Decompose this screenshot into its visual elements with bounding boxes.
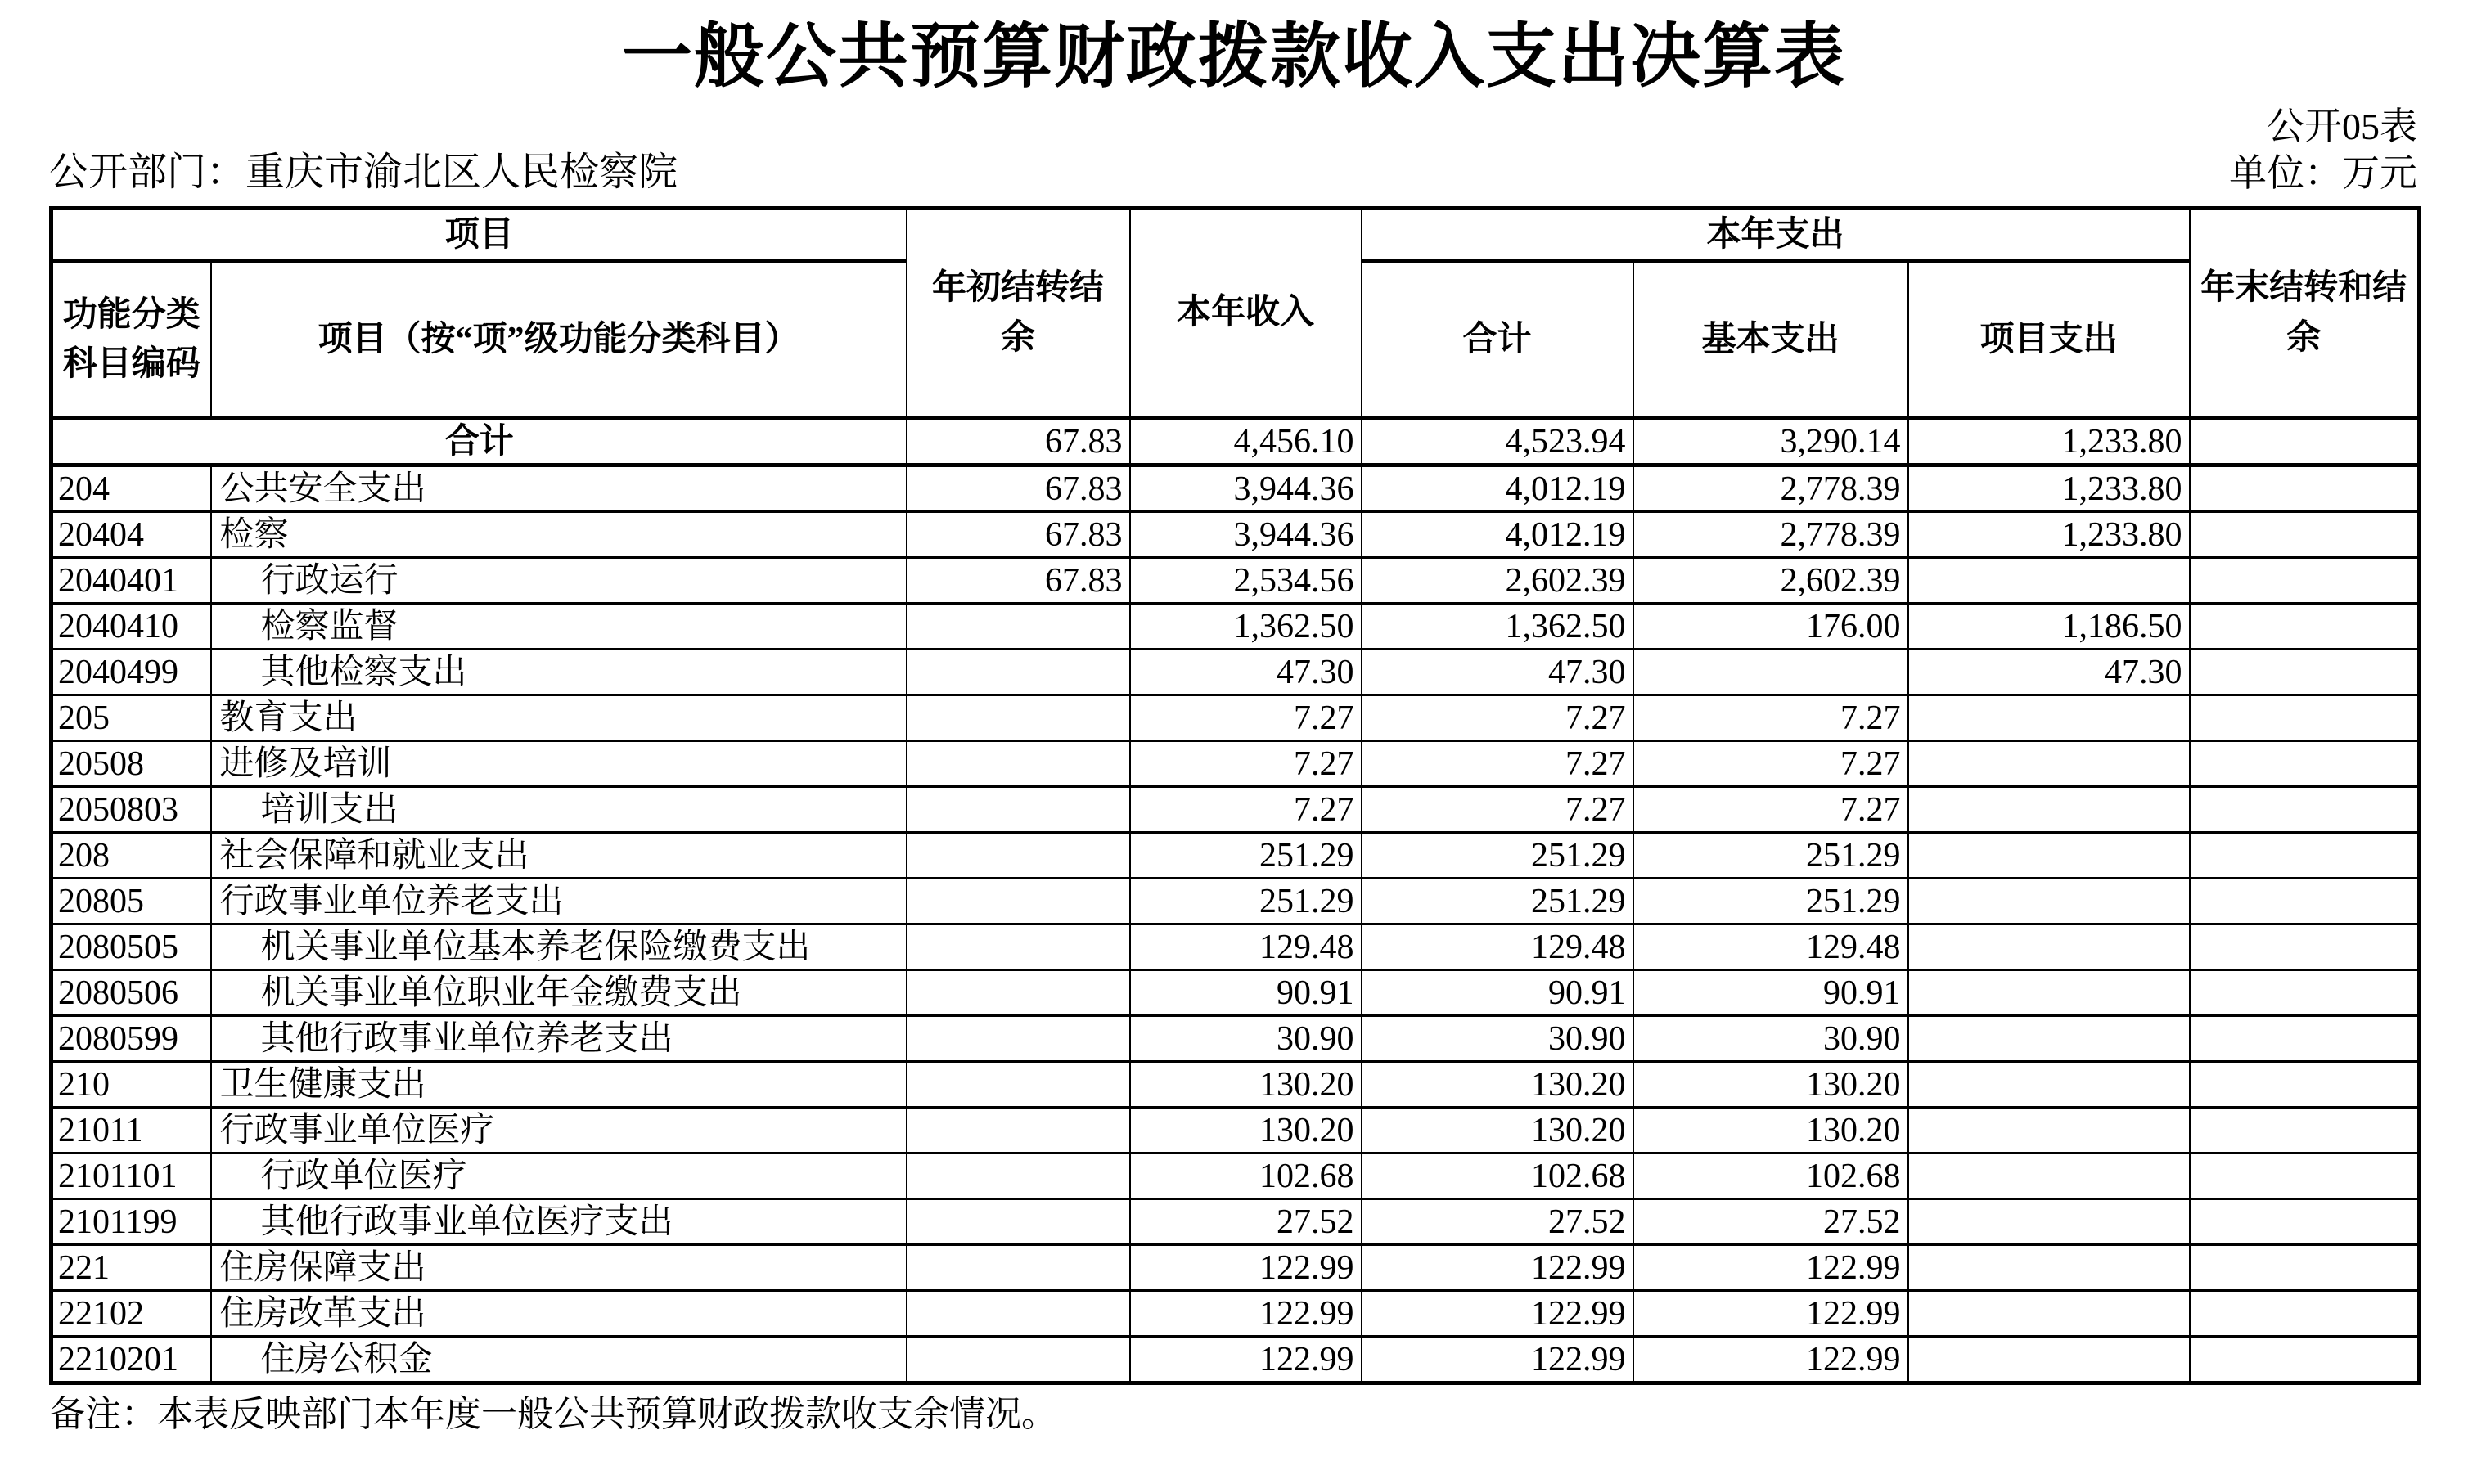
row-value: 27.52 — [1130, 1199, 1362, 1245]
row-name: 机关事业单位基本养老保险缴费支出 — [211, 924, 907, 970]
row-value: 122.99 — [1633, 1245, 1908, 1291]
row-value: 67.83 — [907, 418, 1130, 465]
row-value — [907, 1291, 1130, 1337]
row-value — [1908, 924, 2190, 970]
table-row — [52, 1062, 2420, 1108]
row-value: 122.99 — [1362, 1245, 1633, 1291]
table-row — [52, 604, 2420, 650]
row-value: 30.90 — [1130, 1016, 1362, 1062]
row-value — [2190, 1245, 2420, 1291]
row-name: 住房改革支出 — [211, 1291, 907, 1337]
table-row — [52, 650, 2420, 695]
row-code: 2080506 — [52, 970, 211, 1016]
row-value: 27.52 — [1633, 1199, 1908, 1245]
row-code: 20404 — [52, 512, 211, 558]
row-value: 47.30 — [1908, 650, 2190, 695]
row-name: 社会保障和就业支出 — [211, 833, 907, 879]
row-value: 3,290.14 — [1633, 418, 1908, 465]
row-value: 122.99 — [1130, 1291, 1362, 1337]
row-value — [1908, 1245, 2190, 1291]
row-value: 1,186.50 — [1908, 604, 2190, 650]
row-value — [1908, 1016, 2190, 1062]
row-code: 20805 — [52, 879, 211, 924]
row-name: 进修及培训 — [211, 741, 907, 787]
row-value — [1908, 1199, 2190, 1245]
header-row-1 — [52, 208, 2420, 262]
table-row — [52, 1016, 2420, 1062]
row-value: 7.27 — [1633, 741, 1908, 787]
row-value: 30.90 — [1633, 1016, 1908, 1062]
table-row — [52, 418, 2420, 465]
page-title: 一般公共预算财政拨款收入支出决算表 — [622, 17, 1846, 96]
row-code: 2101101 — [52, 1153, 211, 1199]
table-row — [52, 970, 2420, 1016]
row-value: 1,362.50 — [1130, 604, 1362, 650]
row-value: 122.99 — [1633, 1291, 1908, 1337]
row-value: 7.27 — [1362, 787, 1633, 833]
row-name: 行政运行 — [211, 558, 907, 604]
row-value — [2190, 695, 2420, 741]
row-code: 210 — [52, 1062, 211, 1108]
table-row — [52, 1199, 2420, 1245]
row-value: 122.99 — [1362, 1291, 1633, 1337]
row-name: 培训支出 — [211, 787, 907, 833]
row-value: 122.99 — [1633, 1337, 1908, 1383]
budget-table — [49, 206, 2421, 1386]
row-value: 90.91 — [1130, 970, 1362, 1016]
row-name: 检察监督 — [211, 604, 907, 650]
row-value — [2190, 1062, 2420, 1108]
row-value: 67.83 — [907, 465, 1130, 512]
table-row — [52, 833, 2420, 879]
row-value: 1,233.80 — [1908, 465, 2190, 512]
row-value — [1908, 879, 2190, 924]
table-header — [52, 208, 2420, 418]
table-row — [52, 558, 2420, 604]
row-code: 2080505 — [52, 924, 211, 970]
row-name: 其他检察支出 — [211, 650, 907, 695]
row-value: 2,602.39 — [1633, 558, 1908, 604]
row-name: 其他行政事业单位养老支出 — [211, 1016, 907, 1062]
row-value: 102.68 — [1130, 1153, 1362, 1199]
row-name: 住房保障支出 — [211, 1245, 907, 1291]
row-code: 2050803 — [52, 787, 211, 833]
table-row — [52, 741, 2420, 787]
row-name: 住房公积金 — [211, 1337, 907, 1383]
row-value — [2190, 1291, 2420, 1337]
meta-row — [49, 103, 2417, 196]
row-value: 130.20 — [1633, 1062, 1908, 1108]
row-value: 102.68 — [1362, 1153, 1633, 1199]
unit-label: 单位：万元 — [2229, 151, 2417, 194]
row-name: 行政单位医疗 — [211, 1153, 907, 1199]
row-value: 251.29 — [1633, 879, 1908, 924]
row-value — [2190, 512, 2420, 558]
row-value: 1,233.80 — [1908, 418, 2190, 465]
row-value — [907, 787, 1130, 833]
row-code: 221 — [52, 1245, 211, 1291]
row-value — [2190, 1108, 2420, 1153]
row-name: 行政事业单位养老支出 — [211, 879, 907, 924]
row-value: 7.27 — [1633, 787, 1908, 833]
table-row — [52, 1291, 2420, 1337]
row-value: 122.99 — [1362, 1337, 1633, 1383]
header-opening-balance: 年初结转结余 — [907, 208, 1130, 418]
row-value: 90.91 — [1633, 970, 1908, 1016]
row-value — [2190, 604, 2420, 650]
table-row — [52, 787, 2420, 833]
row-name: 其他行政事业单位医疗支出 — [211, 1199, 907, 1245]
row-value — [1633, 650, 1908, 695]
row-value — [2190, 924, 2420, 970]
row-code: 2040499 — [52, 650, 211, 695]
row-value — [2190, 1153, 2420, 1199]
row-value — [2190, 418, 2420, 465]
row-value — [1908, 741, 2190, 787]
header-total: 合计 — [1362, 262, 1633, 418]
row-value — [907, 1153, 1130, 1199]
row-value — [2190, 833, 2420, 879]
row-value — [907, 1199, 1130, 1245]
header-closing-balance: 年末结转和结余 — [2190, 208, 2420, 418]
row-code: 204 — [52, 465, 211, 512]
row-code: 2080599 — [52, 1016, 211, 1062]
row-value: 2,602.39 — [1362, 558, 1633, 604]
row-code: 205 — [52, 695, 211, 741]
header-expenditure-group: 本年支出 — [1362, 208, 2190, 262]
header-project-group: 项目 — [52, 208, 907, 262]
table-row — [52, 1245, 2420, 1291]
row-name: 行政事业单位医疗 — [211, 1108, 907, 1153]
header-basic-expenditure: 基本支出 — [1633, 262, 1908, 418]
row-value: 130.20 — [1130, 1062, 1362, 1108]
row-value: 67.83 — [907, 558, 1130, 604]
row-value: 130.20 — [1633, 1108, 1908, 1153]
table-row — [52, 924, 2420, 970]
meta-right — [2229, 103, 2417, 196]
row-value: 90.91 — [1362, 970, 1633, 1016]
row-value: 251.29 — [1633, 833, 1908, 879]
header-code: 功能分类科目编码 — [52, 262, 211, 418]
row-value — [907, 650, 1130, 695]
row-value: 7.27 — [1130, 741, 1362, 787]
row-value — [1908, 833, 2190, 879]
row-value — [1908, 1291, 2190, 1337]
row-value — [2190, 1199, 2420, 1245]
table-code-label: 公开05表 — [2267, 105, 2417, 147]
table-row — [52, 695, 2420, 741]
row-value — [1908, 1337, 2190, 1383]
row-value — [2190, 1016, 2420, 1062]
row-value: 4,012.19 — [1362, 512, 1633, 558]
row-value: 3,944.36 — [1130, 512, 1362, 558]
row-value — [2190, 465, 2420, 512]
row-value — [1908, 1153, 2190, 1199]
row-name: 教育支出 — [211, 695, 907, 741]
row-value: 130.20 — [1362, 1062, 1633, 1108]
row-value: 47.30 — [1130, 650, 1362, 695]
row-value — [907, 1108, 1130, 1153]
row-code: 2040410 — [52, 604, 211, 650]
table-body — [52, 418, 2420, 1383]
header-current-income: 本年收入 — [1130, 208, 1362, 418]
row-value: 102.68 — [1633, 1153, 1908, 1199]
row-value — [2190, 970, 2420, 1016]
row-name: 机关事业单位职业年金缴费支出 — [211, 970, 907, 1016]
row-value: 67.83 — [907, 512, 1130, 558]
row-value — [907, 879, 1130, 924]
row-code: 2040401 — [52, 558, 211, 604]
row-value: 7.27 — [1130, 787, 1362, 833]
row-value: 176.00 — [1633, 604, 1908, 650]
row-value: 27.52 — [1362, 1199, 1633, 1245]
row-value: 7.27 — [1633, 695, 1908, 741]
table-row — [52, 1108, 2420, 1153]
row-value — [2190, 741, 2420, 787]
row-value — [2190, 558, 2420, 604]
row-value: 129.48 — [1130, 924, 1362, 970]
row-value: 1,362.50 — [1362, 604, 1633, 650]
row-value: 251.29 — [1130, 833, 1362, 879]
table-row — [52, 1153, 2420, 1199]
row-value — [1908, 787, 2190, 833]
row-name: 检察 — [211, 512, 907, 558]
row-value: 7.27 — [1362, 741, 1633, 787]
row-value: 122.99 — [1130, 1245, 1362, 1291]
row-value: 129.48 — [1362, 924, 1633, 970]
row-value: 1,233.80 — [1908, 512, 2190, 558]
row-value — [1908, 558, 2190, 604]
row-value — [2190, 787, 2420, 833]
row-value — [907, 833, 1130, 879]
row-value — [907, 741, 1130, 787]
row-value: 251.29 — [1130, 879, 1362, 924]
row-value: 7.27 — [1130, 695, 1362, 741]
row-value: 130.20 — [1362, 1108, 1633, 1153]
row-value: 122.99 — [1130, 1337, 1362, 1383]
row-code: 21011 — [52, 1108, 211, 1153]
row-value: 251.29 — [1362, 833, 1633, 879]
note: 备注：本表反映部门本年度一般公共预算财政拨款收支余情况。 — [49, 1394, 1057, 1435]
row-value: 129.48 — [1633, 924, 1908, 970]
row-code: 208 — [52, 833, 211, 879]
table-row — [52, 1337, 2420, 1383]
department-label: 公开部门：重庆市渝北区人民检察院 — [49, 150, 678, 194]
row-value: 3,944.36 — [1130, 465, 1362, 512]
row-value — [2190, 879, 2420, 924]
row-value — [1908, 695, 2190, 741]
row-value: 7.27 — [1362, 695, 1633, 741]
row-value — [1908, 1108, 2190, 1153]
row-value: 130.20 — [1130, 1108, 1362, 1153]
row-value: 2,778.39 — [1633, 512, 1908, 558]
row-name: 卫生健康支出 — [211, 1062, 907, 1108]
row-value — [907, 1016, 1130, 1062]
row-value — [907, 604, 1130, 650]
row-value — [907, 1337, 1130, 1383]
row-value: 47.30 — [1362, 650, 1633, 695]
table-row — [52, 512, 2420, 558]
table-row — [52, 879, 2420, 924]
row-value — [907, 970, 1130, 1016]
row-value: 4,012.19 — [1362, 465, 1633, 512]
row-value — [2190, 1337, 2420, 1383]
row-value: 4,456.10 — [1130, 418, 1362, 465]
row-value — [907, 924, 1130, 970]
row-code: 2101199 — [52, 1199, 211, 1245]
row-value — [907, 1245, 1130, 1291]
row-value — [907, 695, 1130, 741]
row-code: 2210201 — [52, 1337, 211, 1383]
row-value: 251.29 — [1362, 879, 1633, 924]
row-value — [907, 1062, 1130, 1108]
table-row — [52, 465, 2420, 512]
row-name: 公共安全支出 — [211, 465, 907, 512]
row-value — [1908, 970, 2190, 1016]
row-total-label: 合计 — [52, 418, 907, 465]
header-project-detail: 项目（按“项”级功能分类科目） — [211, 262, 907, 418]
row-value: 2,534.56 — [1130, 558, 1362, 604]
row-code: 22102 — [52, 1291, 211, 1337]
header-project-expenditure: 项目支出 — [1908, 262, 2190, 418]
row-value: 4,523.94 — [1362, 418, 1633, 465]
row-value: 2,778.39 — [1633, 465, 1908, 512]
row-value: 30.90 — [1362, 1016, 1633, 1062]
row-value — [2190, 650, 2420, 695]
row-code: 20508 — [52, 741, 211, 787]
row-value — [1908, 1062, 2190, 1108]
